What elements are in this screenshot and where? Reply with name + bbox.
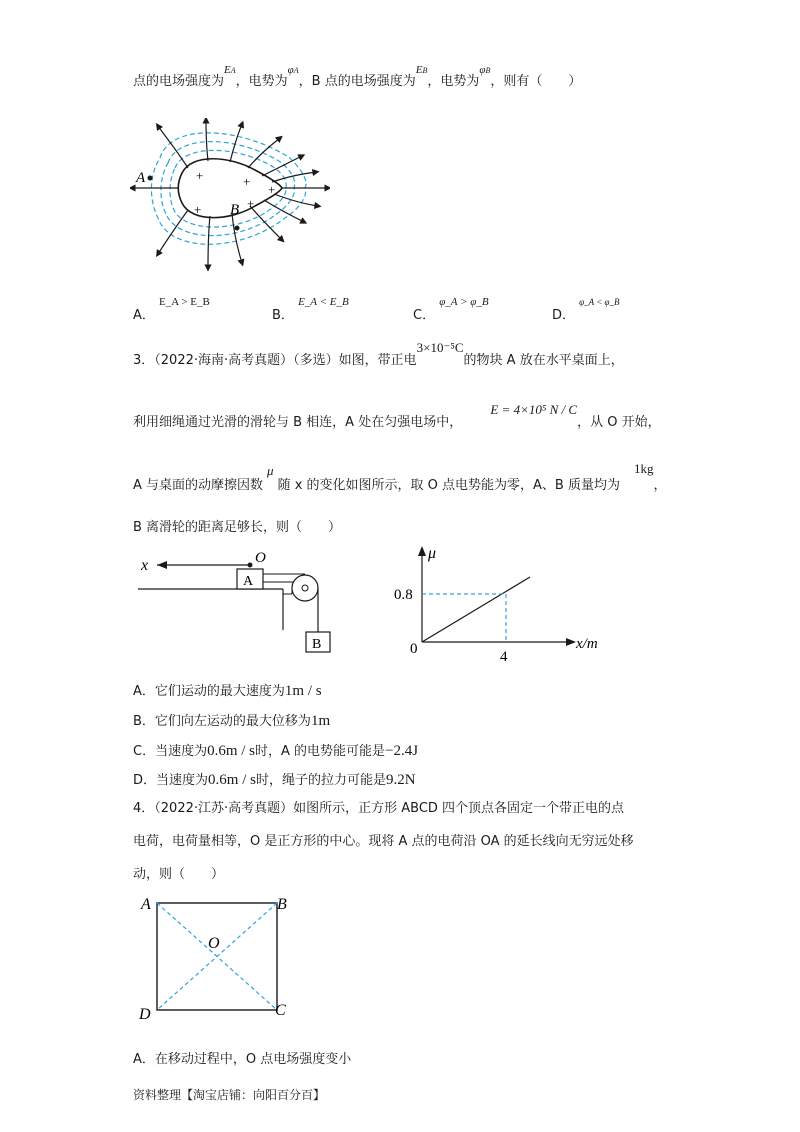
- field-line-figure: [130, 118, 330, 278]
- q3-field: E = 4×10⁵ N / C: [490, 402, 578, 417]
- plus-sign-3: +: [268, 182, 276, 197]
- q3-line-4: B 离滑轮的距离足够长，则（ ）: [133, 520, 342, 535]
- label-b: B: [230, 202, 240, 218]
- point-o-dot: [248, 563, 253, 568]
- plus-sign-4: +: [194, 202, 202, 217]
- q4-line-2: 电荷，电荷量相等，O 是正方形的中心。现将 A 点的电荷沿 OA 的延长线向无穷远处移: [133, 834, 634, 849]
- q3-line-3: A 与桌面的动摩擦因数μ随 x 的变化如图所示，取 O 点电势能为零，A、B 质量均为1kg，: [133, 461, 667, 493]
- vertex-c-label: C: [275, 1002, 286, 1019]
- plus-sign-5: +: [247, 196, 255, 211]
- point-a-dot: [148, 176, 153, 181]
- eb-symbol: EB: [415, 64, 428, 76]
- q2-text-1: 点的电场强度为: [133, 74, 225, 89]
- q4-line-1: 4．（2022·江苏·高考真题）如图所示，正方形 ABCD 四个顶点各固定一个带正电的点: [133, 801, 625, 816]
- q2-option-b-expr: E_A < E_B: [298, 296, 349, 308]
- q3-option-a[interactable]: A．它们运动的最大速度为1m / s: [133, 683, 322, 699]
- q3-charge: 3×10⁻⁵C: [416, 340, 464, 355]
- q3-option-d[interactable]: D．当速度为0.6m / s时，绳子的拉力可能是9.2N: [133, 772, 416, 788]
- q2-text-3: ，B 点的电场强度为: [298, 74, 416, 89]
- pa-symbol: φA: [287, 64, 299, 76]
- q2-option-d[interactable]: D． $^{\varphi\_A < \varphi\_B}$: [552, 297, 620, 323]
- vertex-d-label: D: [139, 1006, 151, 1023]
- q2-option-c-expr: φ_A > φ_B: [439, 296, 489, 308]
- q2-option-b[interactable]: B． $^{E\_A < E\_B}$: [272, 296, 349, 323]
- label-a: A: [136, 170, 146, 186]
- q3-option-b[interactable]: B．它们向左运动的最大位移为1m: [133, 713, 331, 729]
- block-b-label: B: [312, 637, 322, 652]
- q4-option-a[interactable]: A．在移动过程中，O 点电场强度变小: [133, 1052, 352, 1067]
- fig2-x-label: x: [141, 557, 149, 574]
- mu-x-graph: [390, 540, 610, 665]
- q3-option-c[interactable]: C．当速度为0.6m / s时，A 的电势能可能是−2.4J: [133, 743, 419, 759]
- q3-line-2: 利用细绳通过光滑的滑轮与 B 相连，A 处在匀强电场中， E = 4×10⁵ N / C，从 O 开始，: [133, 402, 661, 430]
- y-axis-arrow-icon: [418, 546, 426, 556]
- ea-symbol: EA: [224, 64, 236, 76]
- point-b-dot: [235, 226, 240, 231]
- square-figure: [135, 893, 305, 1023]
- plus-sign-2: +: [243, 174, 251, 189]
- q2-text-2: ，电势为: [235, 74, 288, 89]
- q3-mu: μ: [267, 463, 274, 478]
- q2-option-a[interactable]: A． $^{E\_A > E\_B}$: [133, 296, 210, 323]
- vertex-a-label: A: [141, 896, 151, 913]
- x-arrow-icon: [157, 561, 167, 569]
- mu-line: [422, 577, 530, 642]
- fig3-x-axis-label: x/m: [576, 636, 598, 652]
- q3-line-1: 3．（2022·海南·高考真题）（多选）如图，带正电3×10⁻⁵C的物块 A 放在水平桌面上，: [133, 340, 624, 368]
- vertex-b-label: B: [277, 896, 287, 913]
- plus-sign-1: +: [196, 168, 204, 183]
- fig3-origin: 0: [410, 641, 418, 657]
- fig3-mu-label: μ: [428, 545, 437, 562]
- fig3-x-value: 4: [500, 649, 508, 665]
- q3-mass: 1kg: [633, 461, 654, 476]
- footer-text: 资料整理【淘宝店铺：向阳百分百】: [133, 1088, 326, 1102]
- pb-symbol: φB: [479, 64, 491, 76]
- fig3-y-value: 0.8: [394, 587, 413, 603]
- center-o-label: O: [208, 935, 220, 952]
- q2-option-d-expr: φ_A < φ_B: [579, 297, 620, 307]
- pulley-figure: [133, 548, 353, 658]
- q2-text-5: ，则有（ ）: [490, 74, 582, 89]
- q2-option-c[interactable]: C． $^{\varphi\_A > \varphi\_B}$: [413, 296, 489, 323]
- q4-line-3: 动，则（ ）: [133, 867, 225, 882]
- q2-text-4: ，电势为: [427, 74, 480, 89]
- block-a-label: A: [243, 574, 254, 589]
- x-axis-arrow-icon: [566, 638, 576, 646]
- q2-option-a-expr: E_A > E_B: [159, 296, 210, 308]
- fig2-o-label: O: [255, 550, 266, 566]
